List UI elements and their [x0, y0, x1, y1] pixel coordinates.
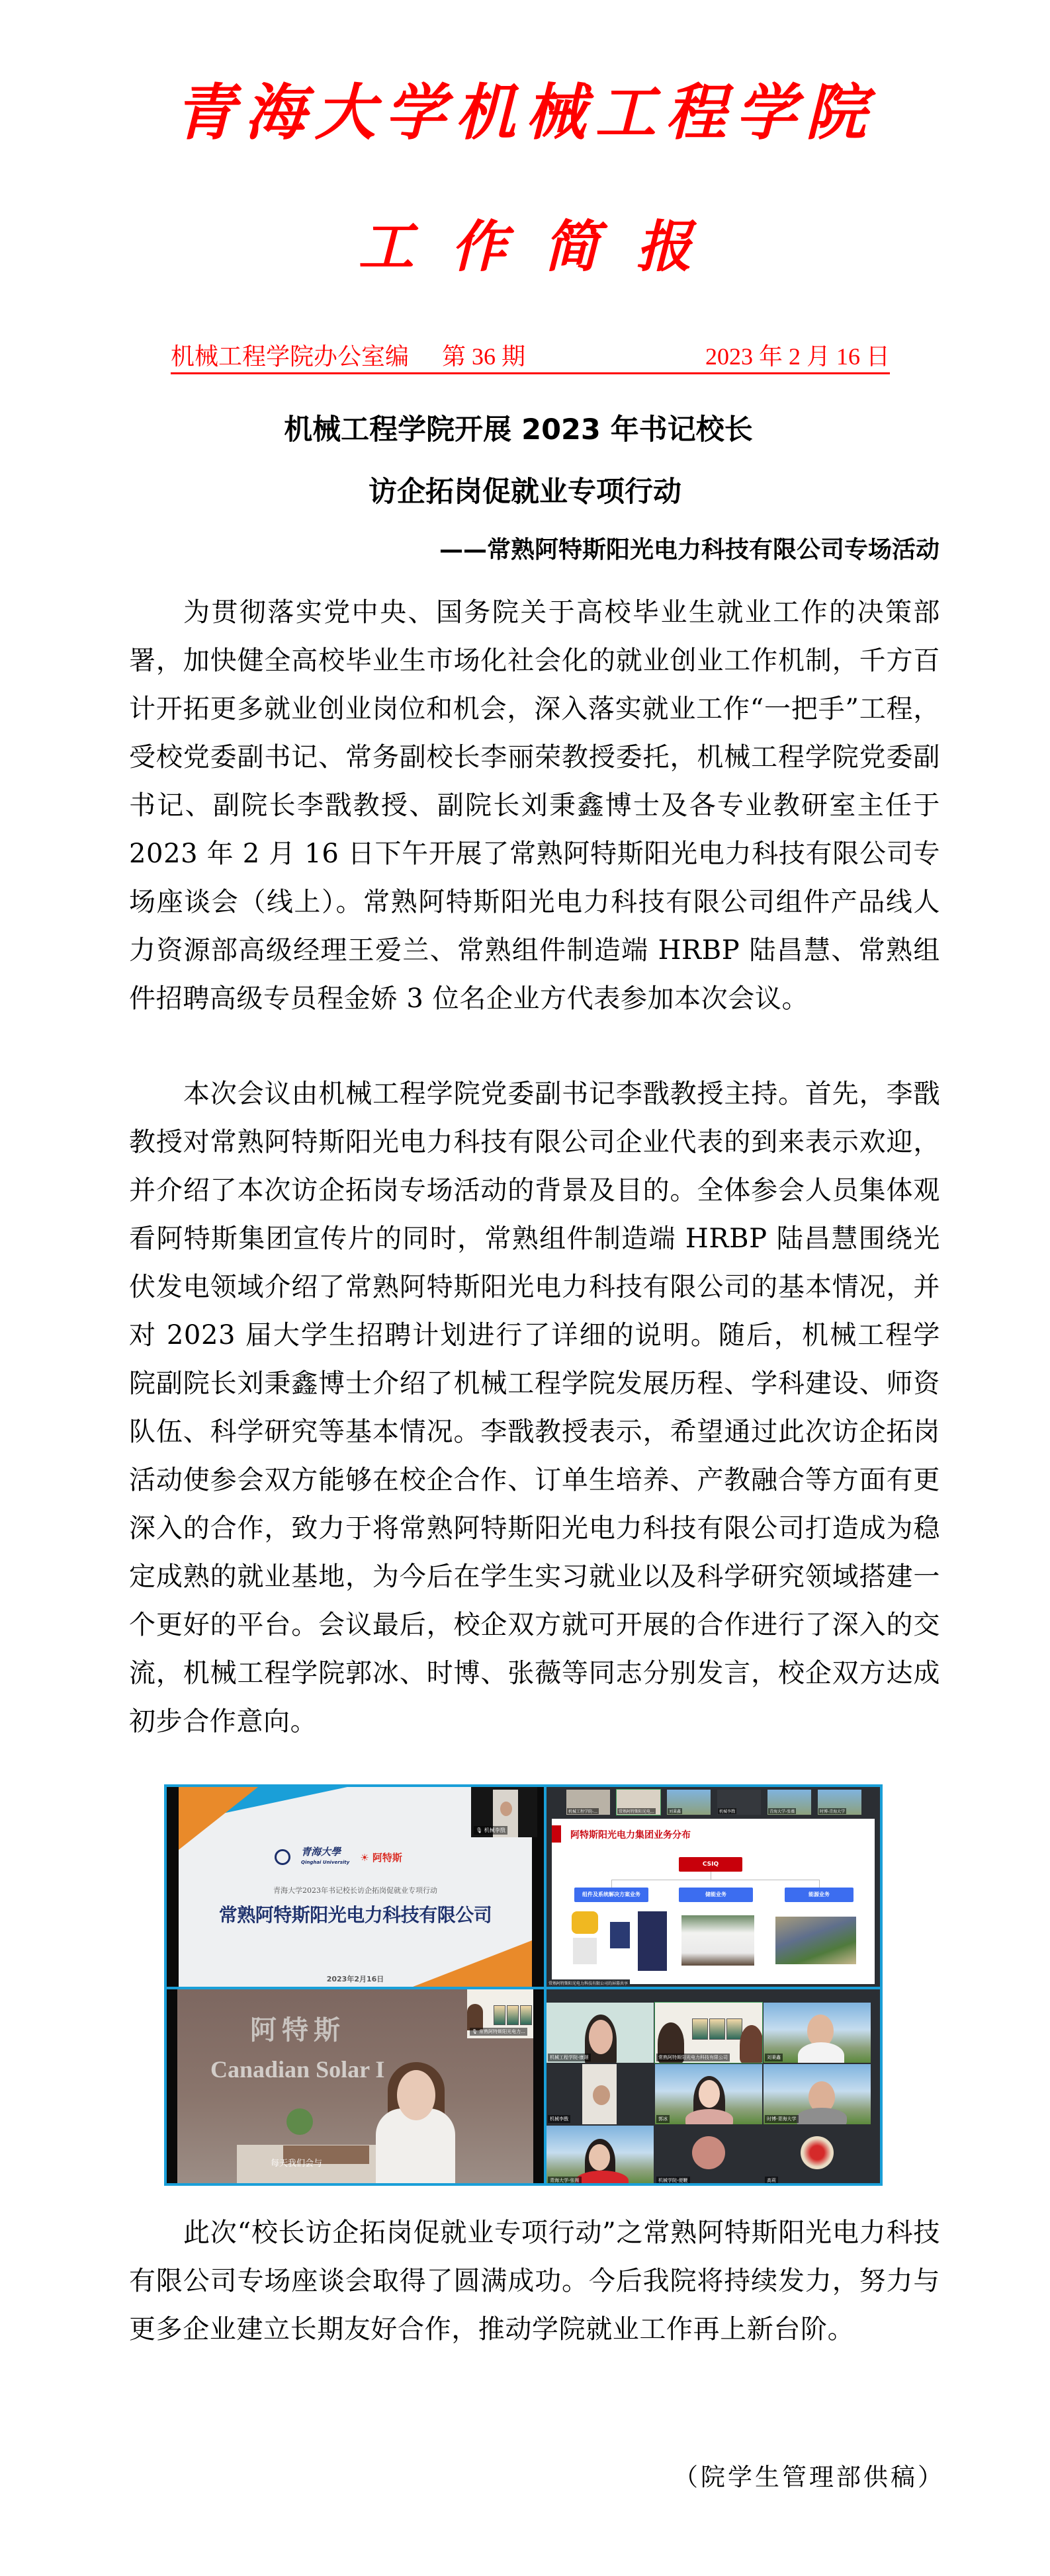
issue-info-row — [171, 341, 890, 374]
participant-name: 时博-青海大学 — [765, 2115, 799, 2123]
participant-tile — [655, 2003, 762, 2063]
sun-logo-icon: ☀ — [360, 1851, 369, 1864]
masthead-title: 青海大学机械工程学院 — [174, 77, 876, 148]
participant-tile — [655, 2126, 762, 2183]
participant-tile — [655, 2064, 762, 2124]
canadian-solar-logo-text: 阿特斯 — [372, 1851, 402, 1864]
participant-name: 常熟阿特斯阳光电力... — [479, 2029, 525, 2034]
wall-logo: 阿特斯 — [250, 2015, 345, 2046]
masthead-subtitle: 工作简报 — [358, 214, 729, 279]
slide — [552, 1819, 875, 1984]
participant-name: 青海大学-张薇 — [769, 1809, 795, 1814]
org-node: 组件及系统解决方案业务 — [574, 1888, 648, 1902]
participant-grid — [547, 2003, 873, 2183]
logo-row — [275, 1847, 402, 1868]
org-root-node: CSIQ — [679, 1857, 742, 1872]
microphone-icon: 🎙 — [476, 1827, 483, 1833]
participant-tile — [547, 2064, 654, 2124]
participant-name: 机械工程学院-... — [568, 1809, 597, 1814]
avatar — [692, 2136, 725, 2169]
speaker-video-thumbnail — [471, 1787, 537, 1837]
qinghai-university-emblem-icon — [275, 1849, 290, 1865]
article-headline-line2: 访企拓岗促就业专项行动 — [369, 476, 681, 509]
participant-name: 机械学院-便鞭 — [656, 2177, 690, 2183]
participant-tile — [764, 2126, 871, 2183]
participant-name: 机械工程学院-康璟 — [548, 2054, 591, 2061]
participant-name: 郭冰 — [656, 2115, 670, 2123]
participant-name: 高莉 — [765, 2177, 778, 2183]
article-signature: （院学生管理部供稿） — [674, 2463, 945, 2491]
solar-farm-photo — [775, 1917, 856, 1964]
product-photo — [573, 1938, 597, 1964]
participant-tile — [764, 2003, 871, 2063]
product-photo — [572, 1911, 598, 1934]
org-node: 储能业务 — [679, 1888, 753, 1902]
participant-name: 机械李戬 — [719, 1809, 736, 1814]
issue-number: 第 36 期 — [442, 343, 526, 370]
slide-date: 2023年2月16日 — [326, 1975, 384, 1983]
participant-name: 常熟阿特斯阳光电... — [619, 1809, 654, 1814]
photo-promo-video — [167, 1989, 544, 2183]
editing-office: 机械工程学院办公室编 — [171, 343, 410, 370]
participant-name: 刘秉鑫 — [765, 2054, 783, 2061]
article-paragraph: 为贯彻落实党中央、国务院关于高校毕业生就业工作的决策部署，加快健全高校毕业生市场化社会化的就业创业工作机制，千方百计开拓更多就业创业岗位和机会，深入落实就业工作“一把手”工程，受校党委副书记、常务副校长李丽荣教授委托，机械工程学院党委副书记、副院长李戬教授、副院长刘秉鑫博士及各专业教研室主任于 2023 年 2 月 16 日下午开展了常熟阿特斯阳光电力科技有限公司专场座谈会（线上）。常熟阿特斯阳光电力科技有限公司组件产品线人力资源部高级经理王爱兰、常熟组件制造端 HRBP 陆昌慧、常熟组件招聘高级专员程金娇 3 位名企业方代表参加本次会议。 — [129, 597, 940, 1014]
org-node: 能源业务 — [785, 1888, 853, 1902]
storage-photo — [681, 1915, 754, 1966]
slide-kicker: 青海大学2023年书记校长访企拓岗促就业专项行动 — [273, 1886, 437, 1895]
participant-tile — [547, 2126, 654, 2183]
slide-title: 阿特斯阳光电力集团业务分布 — [570, 1830, 691, 1841]
qhu-logo-english: Qinghai University — [301, 1860, 350, 1865]
article-paragraph: 此次“校长访企拓岗促就业专项行动”之常熟阿特斯阳光电力科技有限公司专场座谈会取得了圆满成功。今后我院将持续发力，努力与更多企业建立长期友好合作，推动学院就业工作再上新台阶。 — [129, 2218, 940, 2345]
photo-opening-slide — [167, 1787, 544, 1987]
wall-logo-english: Canadian Solar I — [210, 2056, 385, 2083]
article-paragraph: 本次会议由机械工程学院党委副书记李戬教授主持。首先，李戬教授对常熟阿特斯阳光电力科技有限公司企业代表的到来表示欢迎，并介绍了本次访企拓岗专场活动的背景及目的。全体参会人员集体观看阿特斯集团宣传片的同时，常熟组件制造端 HRBP 陆昌慧围绕光伏发电领域介绍了常熟阿特斯阳光电力科技有限公司的基本情况，并对 2023 届大学生招聘计划进行了详细的说明。随后，机械工程学院副院长刘秉鑫博士介绍了机械工程学院发展历程、学科建设、师资队伍、科学研究等基本情况。李戬教授表示，希望通过此次访企拓岗活动使参会双方能够在校企合作、订单生培养、产教融合等方面有更深入的合作，致力于将常熟阿特斯阳光电力科技有限公司打造成为稳定成熟的就业基地，为今后在学生实习就业以及科学研究领域搭建一个更好的平台。会议最后，校企双方就可开展的合作进行了深入的交流，机械工程学院郭冰、时博、张薇等同志分别发言，校企双方达成初步合作意向。 — [129, 1079, 940, 1737]
avatar — [801, 2136, 834, 2169]
qhu-logo-text: 青海大學 — [301, 1846, 341, 1858]
article-headline-line1: 机械工程学院开展 2023 年书记校长 — [284, 413, 753, 446]
article-subtitle: ——常熟阿特斯阳光电力科技有限公司专场活动 — [439, 536, 940, 563]
photo-gallery-view — [547, 1989, 880, 2183]
video-frame — [177, 1989, 533, 2183]
meeting-photo-collage — [164, 1784, 883, 2186]
photo-business-slide — [547, 1787, 880, 1987]
participant-name: 机械李戬 — [484, 1827, 505, 1833]
solar-panel-photo — [610, 1922, 630, 1948]
participant-name: 时博-青海大学 — [820, 1809, 846, 1814]
participant-name: 青海大学-张薇 — [548, 2177, 582, 2183]
video-caption: 每天我们会与 — [270, 2159, 322, 2169]
participant-tile — [547, 2003, 654, 2063]
participant-name: 机械李戬 — [548, 2115, 570, 2123]
microphone-icon: 🎙 — [472, 2029, 478, 2034]
solar-panel-photo — [638, 1911, 667, 1971]
participant-strip — [547, 1787, 880, 1816]
speaker-video-thumbnail — [467, 1989, 533, 2038]
participant-name: 刘秉鑫 — [669, 1809, 681, 1814]
screen-share-label: 常熟阿特斯阳光电力科技有限公司的屏幕共享 — [547, 1979, 630, 1987]
slide-company-name: 常熟阿特斯阳光电力科技有限公司 — [218, 1904, 492, 1926]
issue-date: 2023 年 2 月 16 日 — [705, 343, 890, 370]
participant-name: 常熟阿特斯阳光电力科技有限公司 — [656, 2054, 730, 2061]
participant-tile — [764, 2064, 871, 2124]
